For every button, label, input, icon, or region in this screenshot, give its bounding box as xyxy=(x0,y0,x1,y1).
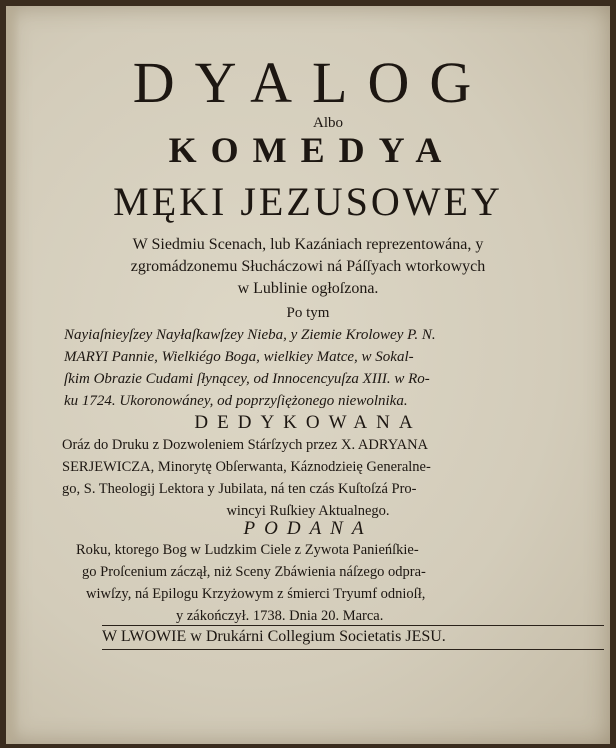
title-page xyxy=(6,6,610,744)
title-komedya: KOMEDYA xyxy=(168,130,456,170)
title-meki-jezusowey: MĘKI JEZUSOWEY xyxy=(113,179,503,224)
subtitle-line: w Lublinie ogłoſzona. xyxy=(237,280,379,297)
imprint: W LWOWIE w Drukárni Collegium Societatis JESU. xyxy=(102,628,446,645)
permission-line: wincyi Ruſkiey Aktualnego. xyxy=(226,503,390,519)
permission-line: Oráz do Druku z Dozwoleniem Stárſzych przez X. ADRYANA xyxy=(62,437,429,453)
date-line: y zákończył. 1738. Dnia 20. Marca. xyxy=(176,608,384,624)
heading-dedykowana: DEDYKOWANA xyxy=(194,412,422,433)
subtitle-line: zgromádzonemu Słucháczowi ná Páſſyach wtorkowych xyxy=(130,258,486,275)
title-dyalog: DYALOG xyxy=(132,50,492,115)
date-line: wiwſzy, ná Epilogu Krzyżowym z śmierci Tryumf odnioſł, xyxy=(86,586,426,602)
po-tym: Po tym xyxy=(286,305,330,321)
divider-rule xyxy=(102,625,604,626)
dedication-line: ſkim Obrazie Cudami ſłynącey, od Innocencyuſza XIII. w Ro- xyxy=(64,371,430,387)
date-line: Roku, ktorego Bog w Ludzkim Ciele z Zywota Panieńſkie- xyxy=(76,542,419,558)
divider-rule xyxy=(102,649,604,650)
dedication-line: MARYI Pannie, Wielkiégo Boga, wielkiey Matce, w Sokal- xyxy=(64,349,414,365)
subtitle-line: W Siedmiu Scenach, lub Kazániach reprezentowána, y xyxy=(132,236,484,253)
permission-line: SERJEWICZA, Minorytę Obſerwanta, Káznodzieię Generalne- xyxy=(62,459,431,475)
dedication-line: Nayiaſnieyſzey Nayłaſkawſzey Nieba, y Ziemie Krolowey P. N. xyxy=(64,327,436,343)
dedication-line: ku 1724. Ukoronowáney, od poprzyſiężonego niewolnika. xyxy=(64,393,408,409)
heading-podana: PODANA xyxy=(243,518,373,539)
date-line: go Proſcenium záczął, niż Sceny Zbáwienia náſzego odpra- xyxy=(82,564,426,580)
permission-line: go, S. Theologij Lektora y Jubilata, ná ten czás Kuſtoſzá Pro- xyxy=(62,481,417,497)
title-albo: Albo xyxy=(313,115,343,131)
